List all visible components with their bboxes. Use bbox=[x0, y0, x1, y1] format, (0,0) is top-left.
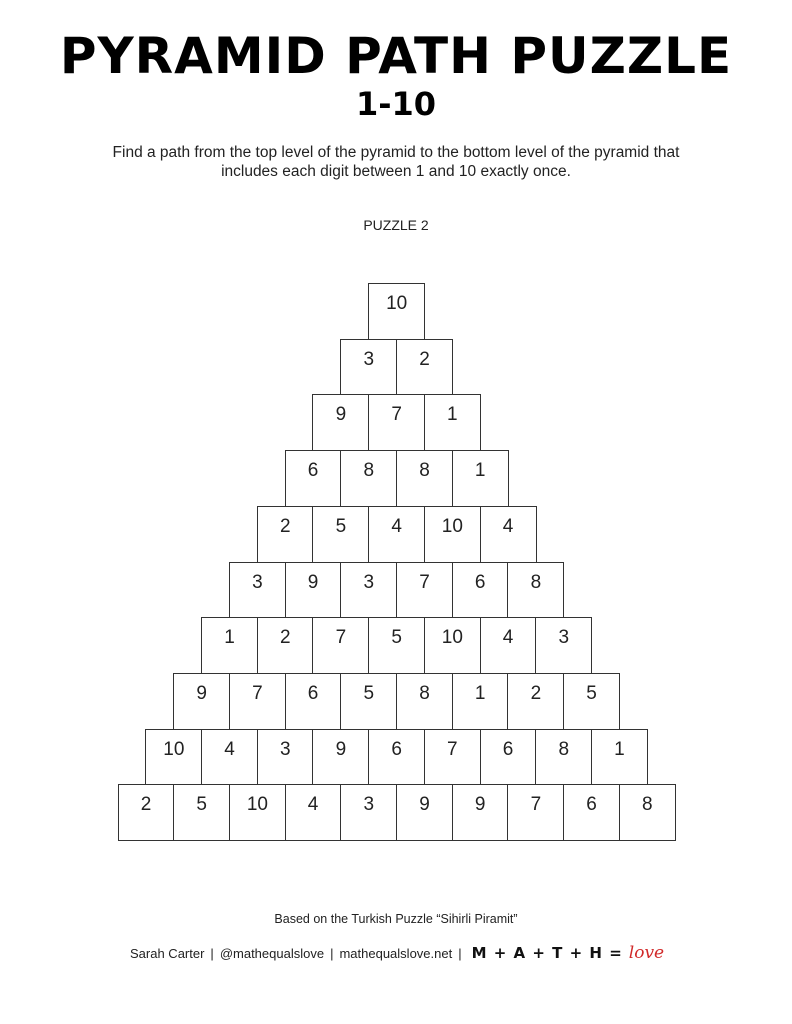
pyramid-cell[interactable]: 10 bbox=[229, 784, 286, 841]
pyramid-cell[interactable]: 9 bbox=[312, 729, 369, 786]
pyramid-cell[interactable]: 10 bbox=[368, 283, 425, 340]
brand-love-script: love bbox=[628, 943, 665, 963]
pyramid-cell[interactable]: 1 bbox=[201, 617, 258, 674]
pyramid-cell[interactable]: 8 bbox=[535, 729, 592, 786]
pyramid-cell[interactable]: 6 bbox=[452, 562, 509, 619]
pyramid-cell[interactable]: 9 bbox=[312, 394, 369, 451]
pyramid-cell[interactable]: 7 bbox=[229, 673, 286, 730]
pyramid-cell[interactable]: 3 bbox=[535, 617, 592, 674]
instructions-line-1: Find a path from the top level of the pyramid to the bottom level of the pyramid that bbox=[112, 144, 680, 161]
pyramid-cell[interactable]: 5 bbox=[173, 784, 230, 841]
pyramid-cell[interactable]: 1 bbox=[424, 394, 481, 451]
pyramid-cell[interactable]: 7 bbox=[368, 394, 425, 451]
pyramid-cell[interactable]: 4 bbox=[480, 617, 537, 674]
pyramid-cell[interactable]: 7 bbox=[396, 562, 453, 619]
pyramid-cell[interactable]: 6 bbox=[563, 784, 620, 841]
footer-credit: Based on the Turkish Puzzle “Sihirli Piramit” bbox=[274, 912, 518, 926]
pyramid-cell[interactable]: 2 bbox=[257, 617, 314, 674]
divider: | bbox=[458, 945, 462, 961]
pyramid-cell[interactable]: 8 bbox=[507, 562, 564, 619]
pyramid-cell[interactable]: 4 bbox=[201, 729, 258, 786]
pyramid-cell[interactable]: 7 bbox=[312, 617, 369, 674]
pyramid-cell[interactable]: 4 bbox=[285, 784, 342, 841]
pyramid-cell[interactable]: 2 bbox=[118, 784, 175, 841]
pyramid-cell[interactable]: 10 bbox=[424, 506, 481, 563]
divider: | bbox=[330, 945, 334, 961]
pyramid-cell[interactable]: 4 bbox=[368, 506, 425, 563]
pyramid-cell[interactable]: 5 bbox=[340, 673, 397, 730]
pyramid-cell[interactable]: 1 bbox=[452, 450, 509, 507]
instructions-line-2: includes each digit between 1 and 10 exactly once. bbox=[221, 163, 571, 180]
pyramid-cell[interactable]: 7 bbox=[507, 784, 564, 841]
pyramid-cell[interactable]: 3 bbox=[340, 562, 397, 619]
pyramid-cell[interactable]: 5 bbox=[312, 506, 369, 563]
divider: | bbox=[210, 945, 214, 961]
puzzle-label: PUZZLE 2 bbox=[363, 217, 429, 233]
brand-logo-text: M + A + T + H = bbox=[471, 944, 623, 962]
pyramid-cell[interactable]: 4 bbox=[480, 506, 537, 563]
pyramid-cell[interactable]: 2 bbox=[257, 506, 314, 563]
pyramid-cell[interactable]: 3 bbox=[340, 784, 397, 841]
pyramid-cell[interactable]: 3 bbox=[229, 562, 286, 619]
pyramid-cell[interactable]: 5 bbox=[563, 673, 620, 730]
pyramid-cell[interactable]: 10 bbox=[145, 729, 202, 786]
website-link: mathequalslove.net bbox=[339, 945, 453, 961]
pyramid-cell[interactable]: 7 bbox=[424, 729, 481, 786]
pyramid-cell[interactable]: 8 bbox=[340, 450, 397, 507]
pyramid-cell[interactable]: 9 bbox=[173, 673, 230, 730]
pyramid-cell[interactable]: 9 bbox=[396, 784, 453, 841]
pyramid-cell[interactable]: 8 bbox=[396, 450, 453, 507]
pyramid-cell[interactable]: 6 bbox=[480, 729, 537, 786]
author-name: Sarah Carter bbox=[130, 945, 205, 961]
pyramid-cell[interactable]: 2 bbox=[507, 673, 564, 730]
pyramid-cell[interactable]: 3 bbox=[257, 729, 314, 786]
footer-attribution bbox=[130, 943, 664, 963]
pyramid-cell[interactable]: 9 bbox=[285, 562, 342, 619]
pyramid-cell[interactable]: 6 bbox=[285, 673, 342, 730]
pyramid-cell[interactable]: 8 bbox=[619, 784, 676, 841]
pyramid-cell[interactable]: 8 bbox=[396, 673, 453, 730]
page-subtitle: 1-10 bbox=[355, 85, 437, 123]
pyramid-cell[interactable]: 2 bbox=[396, 339, 453, 396]
pyramid-cell[interactable]: 5 bbox=[368, 617, 425, 674]
pyramid-cell[interactable]: 6 bbox=[368, 729, 425, 786]
pyramid-cell[interactable]: 1 bbox=[452, 673, 509, 730]
social-handle: @mathequalslove bbox=[219, 945, 325, 961]
pyramid-cell[interactable]: 6 bbox=[285, 450, 342, 507]
pyramid-cell[interactable]: 1 bbox=[591, 729, 648, 786]
pyramid-cell[interactable]: 9 bbox=[452, 784, 509, 841]
page-title: PYRAMID PATH PUZZLE bbox=[59, 27, 733, 85]
pyramid-cell[interactable]: 3 bbox=[340, 339, 397, 396]
pyramid-cell[interactable]: 10 bbox=[424, 617, 481, 674]
